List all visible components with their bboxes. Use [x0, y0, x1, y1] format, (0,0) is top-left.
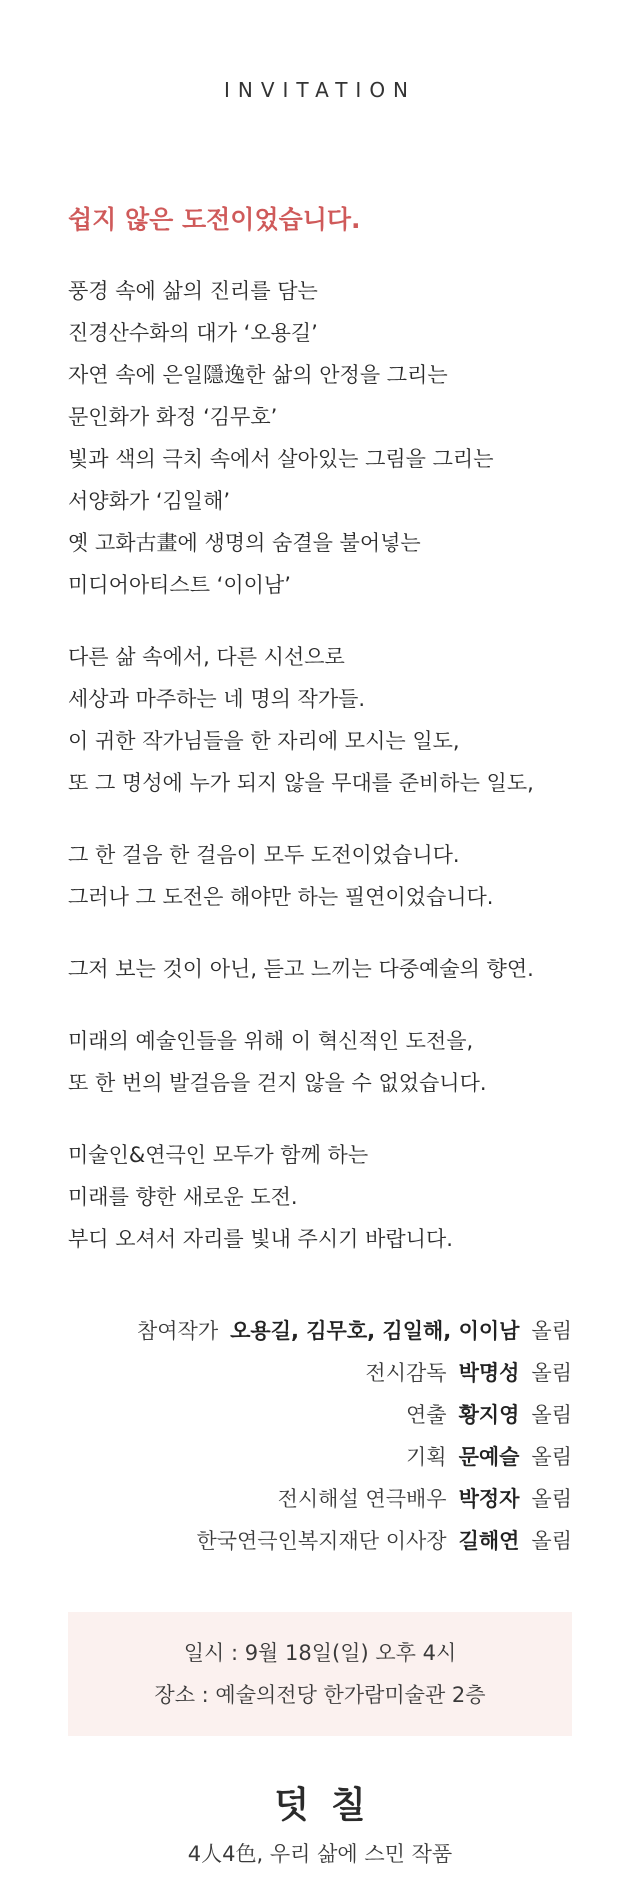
credit-role: 전시해설 연극배우 [277, 1487, 447, 1511]
credit-name: 문예슬 [458, 1445, 520, 1469]
credit-name: 황지영 [458, 1403, 520, 1427]
text-line: 진경산수화의 대가 ‘오용길’ [68, 321, 318, 345]
text-line: 다른 삶 속에서, 다른 시선으로 [68, 645, 345, 669]
paragraph [68, 636, 588, 804]
paragraph [68, 270, 588, 606]
credit-row [0, 1520, 572, 1562]
text-line: 미디어아티스트 ‘이이남’ [68, 573, 291, 597]
text-line: 옛 고화古畫에 생명의 숨결을 불어넣는 [68, 531, 421, 555]
text-line: 미래의 예술인들을 위해 이 혁신적인 도전을, [68, 1029, 474, 1053]
credit-sign: 올림 [531, 1403, 572, 1427]
text-line: 세상과 마주하는 네 명의 작가들. [68, 687, 366, 711]
text-line: 또 한 번의 발걸음을 걷지 않을 수 없었습니다. [68, 1071, 487, 1095]
credits [0, 1310, 572, 1562]
credit-row [0, 1352, 572, 1394]
page-title: INVITATION [223, 78, 417, 102]
paragraph [68, 948, 588, 990]
text-line: 그 한 걸음 한 걸음이 모두 도전이었습니다. [68, 843, 460, 867]
credit-role: 전시감독 [365, 1361, 447, 1385]
text-line: 문인화가 화정 ‘김무호’ [68, 405, 278, 429]
text-line: 빛과 색의 극치 속에서 살아있는 그림을 그리는 [68, 447, 494, 471]
credit-sign: 올림 [531, 1487, 572, 1511]
credit-name: 길해연 [458, 1529, 520, 1553]
credit-row [0, 1310, 572, 1352]
text-line: 서양화가 ‘김일해’ [68, 489, 231, 513]
paragraph [68, 1020, 588, 1104]
credit-row [0, 1436, 572, 1478]
text-line: 자연 속에 은일隱逸한 삶의 안정을 그리는 [68, 363, 448, 387]
text-line: 또 그 명성에 누가 되지 않을 무대를 준비하는 일도, [68, 771, 534, 795]
event-info-box [68, 1612, 572, 1736]
paragraph [68, 1134, 588, 1260]
credit-sign: 올림 [531, 1361, 572, 1385]
credit-name: 박정자 [458, 1487, 520, 1511]
credit-sign: 올림 [531, 1529, 572, 1553]
credit-row [0, 1394, 572, 1436]
text-line: 이 귀한 작가님들을 한 자리에 모시는 일도, [68, 729, 460, 753]
text-line: 미술인&연극인 모두가 함께 하는 [68, 1143, 369, 1167]
paragraph [68, 834, 588, 918]
credit-role: 참여작가 [136, 1319, 219, 1343]
credit-sign: 올림 [531, 1445, 572, 1469]
text-line: 그저 보는 것이 아닌, 듣고 느끼는 다중예술의 향연. [68, 957, 534, 981]
credit-role: 기획 [405, 1445, 447, 1469]
exhibition-title: 덧칠 [274, 1785, 388, 1826]
credit-role: 한국연극인복지재단 이사장 [196, 1529, 447, 1553]
credit-role: 연출 [405, 1403, 447, 1427]
event-place: 장소 : 예술의전당 한가람미술관 2층 [154, 1683, 486, 1707]
text-line: 그러나 그 도전은 해야만 하는 필연이었습니다. [68, 885, 494, 909]
credit-name: 박명성 [458, 1361, 520, 1385]
text-line: 풍경 속에 삶의 진리를 담는 [68, 279, 318, 303]
exhibition-subtitle: 4人4色, 우리 삶에 스민 작품 [187, 1842, 453, 1866]
body-text [68, 270, 588, 1260]
credit-row [0, 1478, 572, 1520]
credit-sign: 올림 [531, 1319, 572, 1343]
credit-name: 오용길, 김무호, 김일해, 이이남 [230, 1319, 520, 1343]
headline: 쉽지 않은 도전이었습니다. [68, 205, 361, 234]
event-date: 일시 : 9월 18일(일) 오후 4시 [183, 1641, 457, 1665]
text-line: 미래를 향한 새로운 도전. [68, 1185, 298, 1209]
text-line: 부디 오셔서 자리를 빛내 주시기 바랍니다. [68, 1227, 453, 1251]
